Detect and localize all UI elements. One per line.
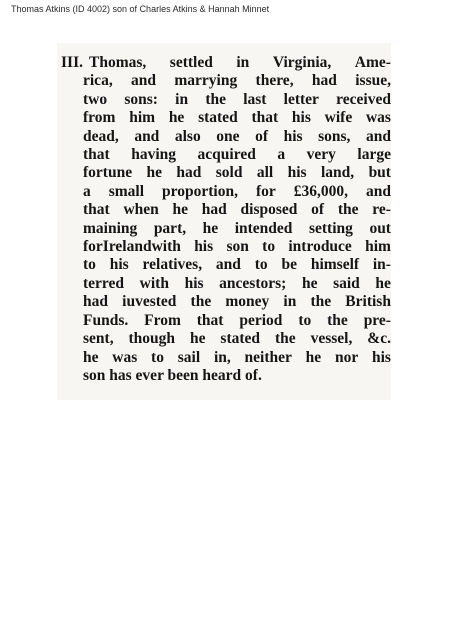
word: he [375, 274, 391, 292]
word: relatives, [142, 256, 203, 274]
word: sons, [318, 127, 351, 145]
text-line-17 [61, 349, 391, 367]
word: last [243, 90, 267, 108]
word: iuvested [122, 293, 177, 311]
word: period [239, 311, 283, 329]
word: a [277, 146, 286, 164]
word: there, [255, 72, 294, 90]
text-line-7 [61, 164, 391, 182]
word: small [108, 182, 145, 200]
word: received [336, 90, 391, 108]
text-line-14-content [83, 293, 391, 311]
text-line-7-content [83, 164, 391, 182]
word: his [109, 256, 129, 274]
word: in [175, 90, 189, 108]
word: pre- [363, 311, 391, 329]
word: settled [169, 54, 213, 71]
text-line-6 [61, 146, 391, 164]
word: said [333, 274, 360, 292]
word: disposed [240, 201, 298, 219]
word: him [365, 238, 391, 256]
word: £36,000, [293, 182, 348, 200]
word: that [196, 311, 224, 329]
word: vessel, [310, 330, 353, 348]
word: wife [324, 109, 353, 127]
word: Thomas, [88, 54, 147, 71]
text-line-3 [61, 91, 391, 109]
word: forIrelandwith [83, 238, 181, 256]
word: he [301, 274, 318, 292]
word: was [365, 109, 391, 127]
word: stated [220, 330, 261, 348]
text-line-15-content [83, 312, 391, 330]
word: also [174, 127, 201, 145]
word: had [176, 164, 202, 182]
word: in [283, 293, 297, 311]
word: sent, [83, 330, 114, 348]
word: to [298, 311, 312, 329]
word: from [83, 109, 116, 127]
text-line-10-content [83, 220, 391, 238]
word: to [262, 238, 276, 256]
text-line-14 [61, 293, 391, 311]
word: part, [153, 219, 187, 237]
word: in- [372, 256, 391, 274]
word: the [190, 293, 212, 311]
text-line-12-content [83, 256, 391, 274]
word: ancestors; [219, 274, 287, 292]
word: had [83, 293, 108, 311]
word: and [215, 256, 241, 274]
word: two [83, 90, 108, 108]
word: proportion, [162, 182, 238, 200]
word: to [83, 256, 96, 274]
word: when [123, 201, 159, 219]
word: From [144, 311, 181, 329]
word: he [189, 330, 206, 348]
word: out [369, 219, 391, 237]
word: the [274, 330, 296, 348]
word: one [216, 127, 240, 145]
word: Funds. [83, 311, 129, 329]
word: neither [244, 348, 292, 366]
text-line-13-content [83, 275, 391, 293]
text-line-10 [61, 220, 391, 238]
word: sold [215, 164, 243, 182]
word: son [226, 238, 249, 256]
text-line-1 [61, 54, 391, 72]
word: he [146, 164, 162, 182]
word: had [311, 72, 337, 90]
word: marrying [174, 72, 238, 90]
word: &c. [367, 330, 391, 348]
word: of [255, 127, 269, 145]
word: though [128, 330, 176, 348]
text-line-5-content [83, 128, 391, 146]
section-numeral: III. [61, 54, 83, 71]
word: introduce [288, 238, 352, 256]
text-line-1-content [89, 54, 391, 72]
scanned-text-block [57, 43, 391, 400]
word: the [337, 201, 359, 219]
word: was [112, 348, 138, 366]
word: and [134, 127, 160, 145]
word: he [202, 219, 219, 237]
word: British [345, 293, 391, 311]
text-line-5 [61, 128, 391, 146]
word: and [365, 182, 391, 200]
word: the [310, 293, 332, 311]
word: setting [308, 219, 353, 237]
word: that [251, 109, 279, 127]
text-line-16 [61, 330, 391, 348]
word: his [287, 164, 307, 182]
word: having [131, 146, 177, 164]
text-line-16-content [83, 330, 391, 348]
text-line-18 [61, 367, 391, 385]
word: re- [372, 201, 391, 219]
text-line-11-content [83, 238, 391, 256]
word: fortune [83, 164, 133, 182]
word: rica, [83, 72, 113, 90]
word: Virginia, [272, 54, 332, 71]
word: the [205, 90, 226, 108]
word: in [236, 54, 250, 71]
page-header-caption: Thomas Atkins (ID 4002) son of Charles Atkins & Hannah Minnet [11, 4, 270, 14]
word: him [129, 109, 156, 127]
text-line-3-content [83, 91, 391, 109]
word: money [225, 293, 270, 311]
word: had [201, 201, 227, 219]
word: intended [234, 219, 293, 237]
word: acquired [197, 146, 256, 164]
text-line-17-content [83, 349, 391, 367]
word: to [254, 256, 268, 274]
text-line-2-content [83, 72, 391, 90]
word: but [368, 164, 391, 182]
word: and [131, 72, 157, 90]
word: he [168, 109, 185, 127]
text-line-18-content: son has ever been heard of. [83, 366, 262, 384]
text-line-11 [61, 238, 391, 256]
word: to [151, 348, 164, 366]
word: nor [334, 348, 359, 366]
text-line-6-content [83, 146, 391, 164]
word: his [371, 348, 391, 366]
word: land, [320, 164, 355, 182]
word: of [311, 201, 325, 219]
word: all [256, 164, 274, 182]
word: letter [283, 90, 319, 108]
word: very [306, 146, 336, 164]
text-line-4 [61, 109, 391, 127]
word: his [194, 238, 214, 256]
word: he [172, 201, 189, 219]
text-line-15 [61, 312, 391, 330]
word: a [83, 182, 91, 200]
word: sail [177, 348, 201, 366]
text-line-9 [61, 201, 391, 219]
word: sons: [124, 90, 158, 108]
word: the [327, 311, 348, 329]
word: dead, [83, 127, 119, 145]
word: his [184, 274, 204, 292]
word: and [365, 127, 391, 145]
text-line-8 [61, 183, 391, 201]
text-line-13 [61, 275, 391, 293]
word: that [83, 201, 110, 219]
word: in, [213, 348, 231, 366]
text-line-4-content [83, 109, 391, 127]
word: his [283, 127, 303, 145]
text-line-9-content [83, 201, 391, 219]
word: he [83, 348, 99, 366]
word: stated [198, 109, 238, 127]
word: be [281, 256, 297, 274]
word: issue, [355, 72, 391, 90]
word: himself [310, 256, 360, 274]
word: terred [83, 274, 125, 292]
word: his [291, 109, 311, 127]
word: he [305, 348, 322, 366]
word: Ame- [354, 54, 391, 71]
word: maining [83, 219, 138, 237]
word: that [83, 146, 110, 164]
word: large [357, 146, 391, 164]
word: with [139, 274, 169, 292]
text-line-2 [61, 72, 391, 90]
text-line-12 [61, 256, 391, 274]
word: for [255, 182, 276, 200]
text-line-8-content [83, 183, 391, 201]
